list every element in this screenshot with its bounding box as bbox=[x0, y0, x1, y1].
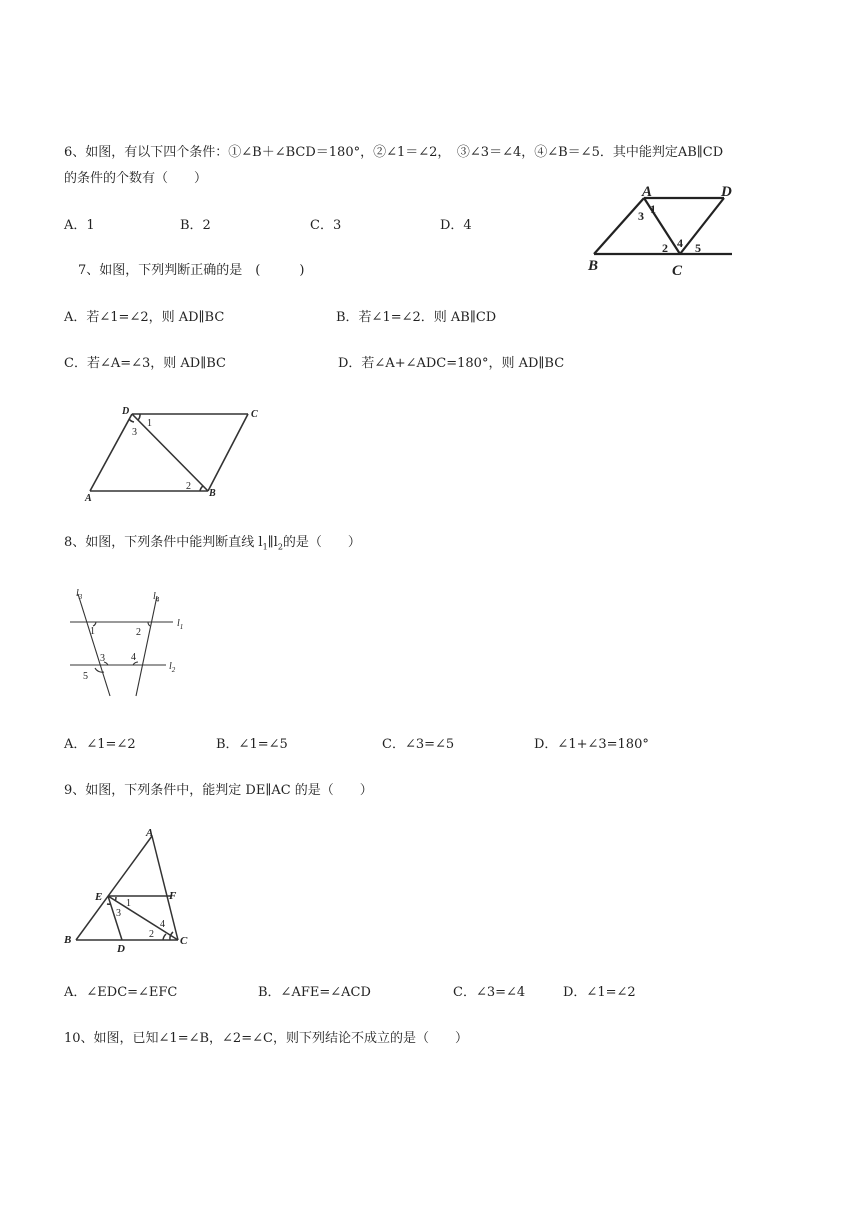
q8-label-5: 5 bbox=[83, 671, 88, 682]
q9-option-a: A．∠EDC=∠EFC bbox=[64, 985, 178, 1000]
q9-label-3: 3 bbox=[116, 908, 121, 919]
svg-text:l3 bbox=[76, 588, 83, 601]
q8-stem-sub1: 1 bbox=[262, 542, 268, 552]
q6-label-a: A bbox=[642, 184, 653, 200]
q6-option-a: A．1 bbox=[64, 218, 95, 233]
q9-label-c: C bbox=[180, 935, 188, 947]
q8-stem-sub2: 2 bbox=[277, 542, 283, 552]
q8-stem-prefix: 8、如图，下列条件中能判断直线 l bbox=[64, 535, 263, 550]
q8-label-2: 2 bbox=[136, 627, 141, 638]
q6-label-3: 3 bbox=[638, 209, 644, 223]
q7-label-a: A bbox=[85, 493, 92, 504]
q7-label-1: 1 bbox=[147, 418, 152, 429]
q9-label-f: F bbox=[169, 890, 177, 902]
q6-option-d: D．4 bbox=[440, 218, 472, 233]
q8-option-a: A．∠1=∠2 bbox=[64, 737, 136, 752]
q7-figure bbox=[80, 400, 270, 505]
q7-option-b: B．若∠1=∠2．则 AB∥CD bbox=[336, 310, 497, 325]
q8-label-1: 1 bbox=[90, 626, 95, 637]
q6-label-1: 1 bbox=[650, 202, 656, 216]
q7-option-c: C．若∠A=∠3，则 AD∥BC bbox=[64, 356, 226, 371]
q8-label-l2: l bbox=[169, 661, 172, 672]
q8-label-l2-sub: 2 bbox=[171, 666, 176, 674]
q9-label-1: 1 bbox=[126, 898, 131, 909]
q8-stem bbox=[64, 534, 361, 557]
q6-label-4: 4 bbox=[677, 236, 683, 250]
q8-label-4: 4 bbox=[131, 652, 136, 663]
q8-label-3: 3 bbox=[100, 653, 105, 664]
svg-text:l4 bbox=[153, 591, 160, 604]
q8-stem-suffix: 的是（ ） bbox=[282, 535, 361, 550]
q6-label-5: 5 bbox=[695, 241, 701, 255]
q9-option-b: B．∠AFE=∠ACD bbox=[258, 985, 371, 1000]
q9-option-d: D．∠1=∠2 bbox=[563, 985, 636, 1000]
q8-label-l1: l bbox=[177, 618, 180, 629]
q7-label-c: C bbox=[251, 409, 258, 420]
svg-text:l2 bbox=[169, 661, 176, 674]
q6-label-c: C bbox=[672, 263, 683, 279]
q7-label-d: D bbox=[122, 406, 130, 417]
q6-option-b: B．2 bbox=[180, 218, 211, 233]
q9-stem: 9、如图，下列条件中，能判定 DE∥AC 的是（ ） bbox=[64, 783, 373, 798]
svg-text:l1 bbox=[177, 618, 183, 631]
q7-label-3: 3 bbox=[132, 427, 137, 438]
q6-label-b: B bbox=[588, 258, 599, 274]
q8-option-d: D．∠1+∠3=180° bbox=[534, 737, 649, 752]
q9-label-d: D bbox=[117, 943, 125, 955]
q9-label-e: E bbox=[95, 891, 103, 903]
q7-label-b: B bbox=[209, 488, 216, 499]
q9-label-b: B bbox=[64, 934, 72, 946]
q6-label-2: 2 bbox=[662, 241, 668, 255]
q7-label-2: 2 bbox=[186, 481, 191, 492]
q8-label-l3-sub: 3 bbox=[78, 593, 83, 601]
q8-label-l3: l bbox=[76, 588, 79, 599]
q9-label-a: A bbox=[146, 827, 154, 839]
q7-option-d: D．若∠A+∠ADC=180°，则 AD∥BC bbox=[338, 356, 565, 371]
q6-figure bbox=[580, 180, 750, 280]
q7-stem: 7、如图，下列判断正确的是 ( ) bbox=[78, 263, 305, 278]
q6-stem-line1: 6、如图，有以下四个条件：①∠B＋∠BCD＝180°，②∠1＝∠2， ③∠3＝∠4，④∠B＝∠5．其中能判定AB∥CD bbox=[64, 145, 724, 160]
q6-label-d: D bbox=[721, 184, 732, 200]
q8-figure bbox=[60, 584, 200, 699]
q8-option-c: C．∠3=∠5 bbox=[382, 737, 455, 752]
q8-label-l4-sub: 4 bbox=[155, 596, 160, 604]
q9-label-4: 4 bbox=[160, 919, 165, 930]
q9-option-c: C．∠3=∠4 bbox=[453, 985, 526, 1000]
q8-label-l4: l bbox=[153, 591, 156, 602]
q6-option-c: C．3 bbox=[310, 218, 342, 233]
q10-stem: 10、如图，已知∠1=∠B，∠2=∠C，则下列结论不成立的是（ ） bbox=[64, 1031, 468, 1046]
q9-figure bbox=[60, 824, 200, 956]
q8-stem-mid: ∥l bbox=[267, 535, 278, 550]
q7-option-a: A．若∠1=∠2，则 AD∥BC bbox=[64, 310, 225, 325]
q8-label-l1-sub: 1 bbox=[179, 623, 184, 631]
q6-stem-line2: 的条件的个数有（ ） bbox=[64, 171, 208, 186]
q9-label-2: 2 bbox=[149, 929, 154, 940]
q8-option-b: B．∠1=∠5 bbox=[216, 737, 288, 752]
